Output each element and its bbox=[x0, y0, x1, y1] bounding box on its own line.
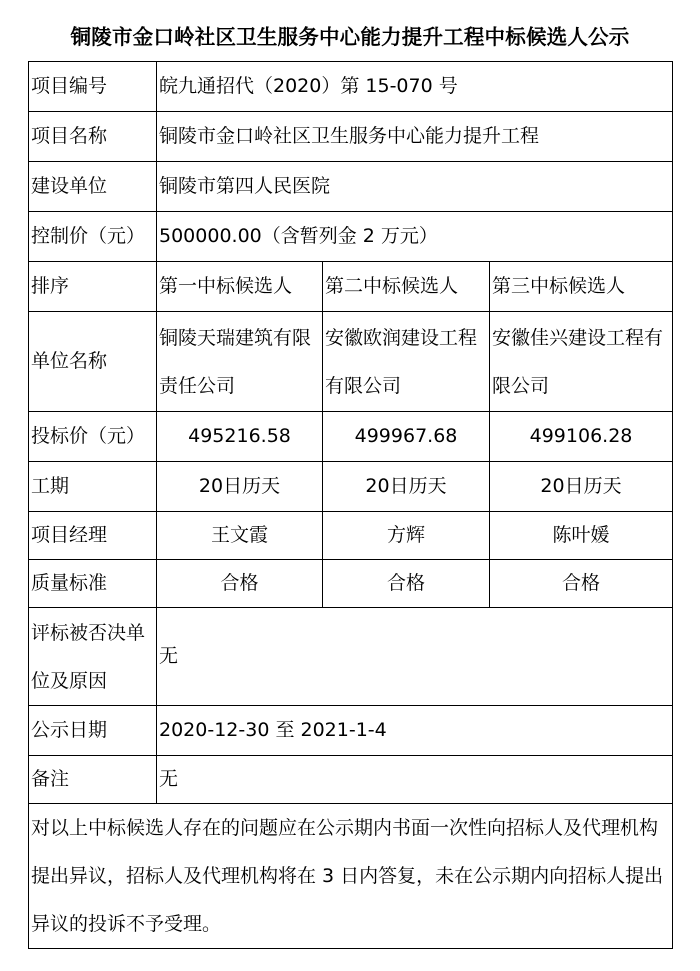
rank-label: 排序 bbox=[29, 262, 157, 312]
notice-table bbox=[28, 61, 673, 949]
candidate-1-header: 第一中标候选人 bbox=[157, 262, 323, 312]
quality-label: 质量标准 bbox=[29, 560, 157, 608]
period-2: 20日历天 bbox=[323, 462, 490, 512]
bid-1: 495216.58 bbox=[157, 412, 323, 462]
project-name-value: 铜陵市金口岭社区卫生服务中心能力提升工程 bbox=[157, 112, 673, 162]
publicity-note: 对以上中标候选人存在的问题应在公示期内书面一次性向招标人及代理机构提出异议，招标人及代理机构将在 3 日内答复，未在公示期内向招标人提出异议的投诉不予受理。 bbox=[29, 804, 673, 949]
manager-3: 陈叶媛 bbox=[490, 512, 673, 560]
candidate-2-header: 第二中标候选人 bbox=[323, 262, 490, 312]
control-price-label: 控制价（元） bbox=[29, 212, 157, 262]
row-owner bbox=[29, 162, 673, 212]
row-date bbox=[29, 706, 673, 756]
bid-3: 499106.28 bbox=[490, 412, 673, 462]
quality-2: 合格 bbox=[323, 560, 490, 608]
project-name-label: 项目名称 bbox=[29, 112, 157, 162]
publicity-date-label: 公示日期 bbox=[29, 706, 157, 756]
rejected-value: 无 bbox=[157, 608, 673, 706]
row-remark bbox=[29, 756, 673, 804]
unit-3: 安徽佳兴建设工程有限公司 bbox=[490, 312, 673, 412]
unit-1: 铜陵天瑞建筑有限责任公司 bbox=[157, 312, 323, 412]
project-no-value: 皖九通招代（2020）第 15-070 号 bbox=[157, 62, 673, 112]
manager-label: 项目经理 bbox=[29, 512, 157, 560]
row-note bbox=[29, 804, 673, 949]
owner-value: 铜陵市第四人民医院 bbox=[157, 162, 673, 212]
row-unit bbox=[29, 312, 673, 412]
row-manager bbox=[29, 512, 673, 560]
row-project-no bbox=[29, 62, 673, 112]
row-period bbox=[29, 462, 673, 512]
row-rank bbox=[29, 262, 673, 312]
bid-2: 499967.68 bbox=[323, 412, 490, 462]
manager-1: 王文霞 bbox=[157, 512, 323, 560]
period-label: 工期 bbox=[29, 462, 157, 512]
remark-label: 备注 bbox=[29, 756, 157, 804]
page-title: 铜陵市金口岭社区卫生服务中心能力提升工程中标候选人公示 bbox=[70, 25, 630, 49]
remark-value: 无 bbox=[157, 756, 673, 804]
row-project-name bbox=[29, 112, 673, 162]
unit-2: 安徽欧润建设工程有限公司 bbox=[323, 312, 490, 412]
candidate-3-header: 第三中标候选人 bbox=[490, 262, 673, 312]
period-1: 20日历天 bbox=[157, 462, 323, 512]
rejected-label: 评标被否决单位及原因 bbox=[29, 608, 157, 706]
row-rejected bbox=[29, 608, 673, 706]
owner-label: 建设单位 bbox=[29, 162, 157, 212]
quality-1: 合格 bbox=[157, 560, 323, 608]
unit-label: 单位名称 bbox=[29, 312, 157, 412]
row-quality bbox=[29, 560, 673, 608]
period-3: 20日历天 bbox=[490, 462, 673, 512]
bid-label: 投标价（元） bbox=[29, 412, 157, 462]
row-bid bbox=[29, 412, 673, 462]
row-control-price bbox=[29, 212, 673, 262]
publicity-date-value: 2020-12-30 至 2021-1-4 bbox=[157, 706, 673, 756]
project-no-label: 项目编号 bbox=[29, 62, 157, 112]
control-price-value: 500000.00（含暂列金 2 万元） bbox=[157, 212, 673, 262]
manager-2: 方辉 bbox=[323, 512, 490, 560]
quality-3: 合格 bbox=[490, 560, 673, 608]
